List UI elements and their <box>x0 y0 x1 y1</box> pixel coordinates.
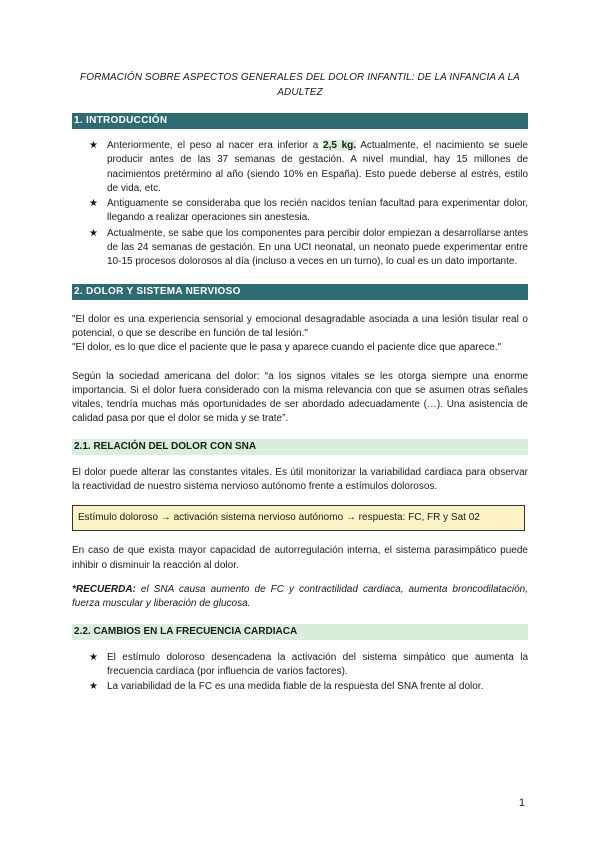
page-number: 1 <box>518 797 525 809</box>
section-heading-dolor-sistema-nervioso: 2. DOLOR Y SISTEMA NERVIOSO <box>72 284 528 300</box>
star-bullet-icon: ★ <box>89 198 98 210</box>
fc-bullet-list <box>72 651 528 695</box>
paragraph-sociedad-americana: Según la sociedad americana del dolor: “a los signos vitales se les otorga siempre una enorme importancia. Si el dolor fuera considerado con la misma relevancia con que se asumen otras señales vitales, tendría muchas más oportunidades de ser abordado adecuadamente (…). Una asistencia de calidad pasa por que el dolor se mida y se trate”. <box>72 370 528 425</box>
list-item: ★ Actualmente, se sabe que los componentes para percibir dolor empiezan a desarrollarse antes de las 24 semanas de gestación. En una UCI neonatal, un neonato puede experimentar entre 10-15 procesos dolorosos al día (incluso a veces en un turno), lo cual es un dato importante. <box>89 227 528 268</box>
section-heading-frecuencia-cardiaca: 2.2. CAMBIOS EN LA FRECUENCIA CARDIACA <box>72 624 528 640</box>
list-item: ★ Anteriormente, el peso al nacer era inferior a 2,5 kg. Actualmente, el nacimiento se suele producir antes de las 37 semanas de gestación. A nivel mundial, hay 15 millones de nacimientos pretérmino al año (siendo 10% en España). Esto puede deberse al estrés, estilo de vida, etc. <box>89 140 528 194</box>
section-heading-introduccion: 1. INTRODUCCIÓN <box>72 113 528 129</box>
quote-patient: "El dolor, es lo que dice el paciente que le pasa y aparece cuando el paciente dice que aparece." <box>72 342 502 354</box>
star-bullet-icon: ★ <box>89 227 98 239</box>
paragraph-autorregulacion: En caso de que exista mayor capacidad de autorregulación interna, el sistema parasimpático puede inhibir o disminuir la reacción al dolor. <box>72 545 528 571</box>
star-bullet-icon: ★ <box>89 140 98 151</box>
paragraph-constantes-vitales: El dolor puede alterar las constantes vitales. Es útil monitorizar la variabilidad cardiaca para observar la reactividad de nuestro sistema nervioso autónomo frente a estímulos dolorosos. <box>72 466 528 493</box>
star-bullet-icon: ★ <box>89 651 98 663</box>
intro-bullet-list <box>72 139 528 270</box>
recuerda-label: *RECUERDA: <box>72 583 136 595</box>
highlighted-value: 2,5 kg. <box>323 140 357 151</box>
list-item: ★ La variabilidad de la FC es una medida fiable de la respuesta del SNA frente al dolor. <box>72 680 528 694</box>
quote-definition: "El dolor es una experiencia sensorial y emocional desagradable asociada a una lesión tisular real o potencial, o que se describe en función de tal lesión." <box>72 313 528 339</box>
document-title: FORMACIÓN SOBRE ASPECTOS GENERALES DEL DOLOR INFANTIL: DE LA INFANCIA A LA ADULTEZ <box>80 72 520 98</box>
recuerda-note: *RECUERDA: el SNA causa aumento de FC y contractilidad cardiaca, aumenta broncodilatación, fuerza muscular y liberación de glucosa. <box>72 583 528 610</box>
section-heading-relacion-sna: 2.1. RELACIÓN DEL DOLOR CON SNA <box>72 439 528 455</box>
flow-box: Estímulo doloroso → activación sistema nervioso autónomo → respuesta: FC, FR y Sat 02 <box>72 505 525 531</box>
list-item: ★ Antiguamente se consideraba que los recién nacidos tenían facultad para experimentar dolor, llegando a realizar operaciones sin anestesia. <box>89 198 528 224</box>
list-item: ★ El estímulo doloroso desencadena la activación del sistema simpático que aumenta la frecuencia cardíaca (por influencia de varios factores). <box>89 651 528 677</box>
star-bullet-icon: ★ <box>89 681 98 693</box>
document-page <box>72 0 528 695</box>
